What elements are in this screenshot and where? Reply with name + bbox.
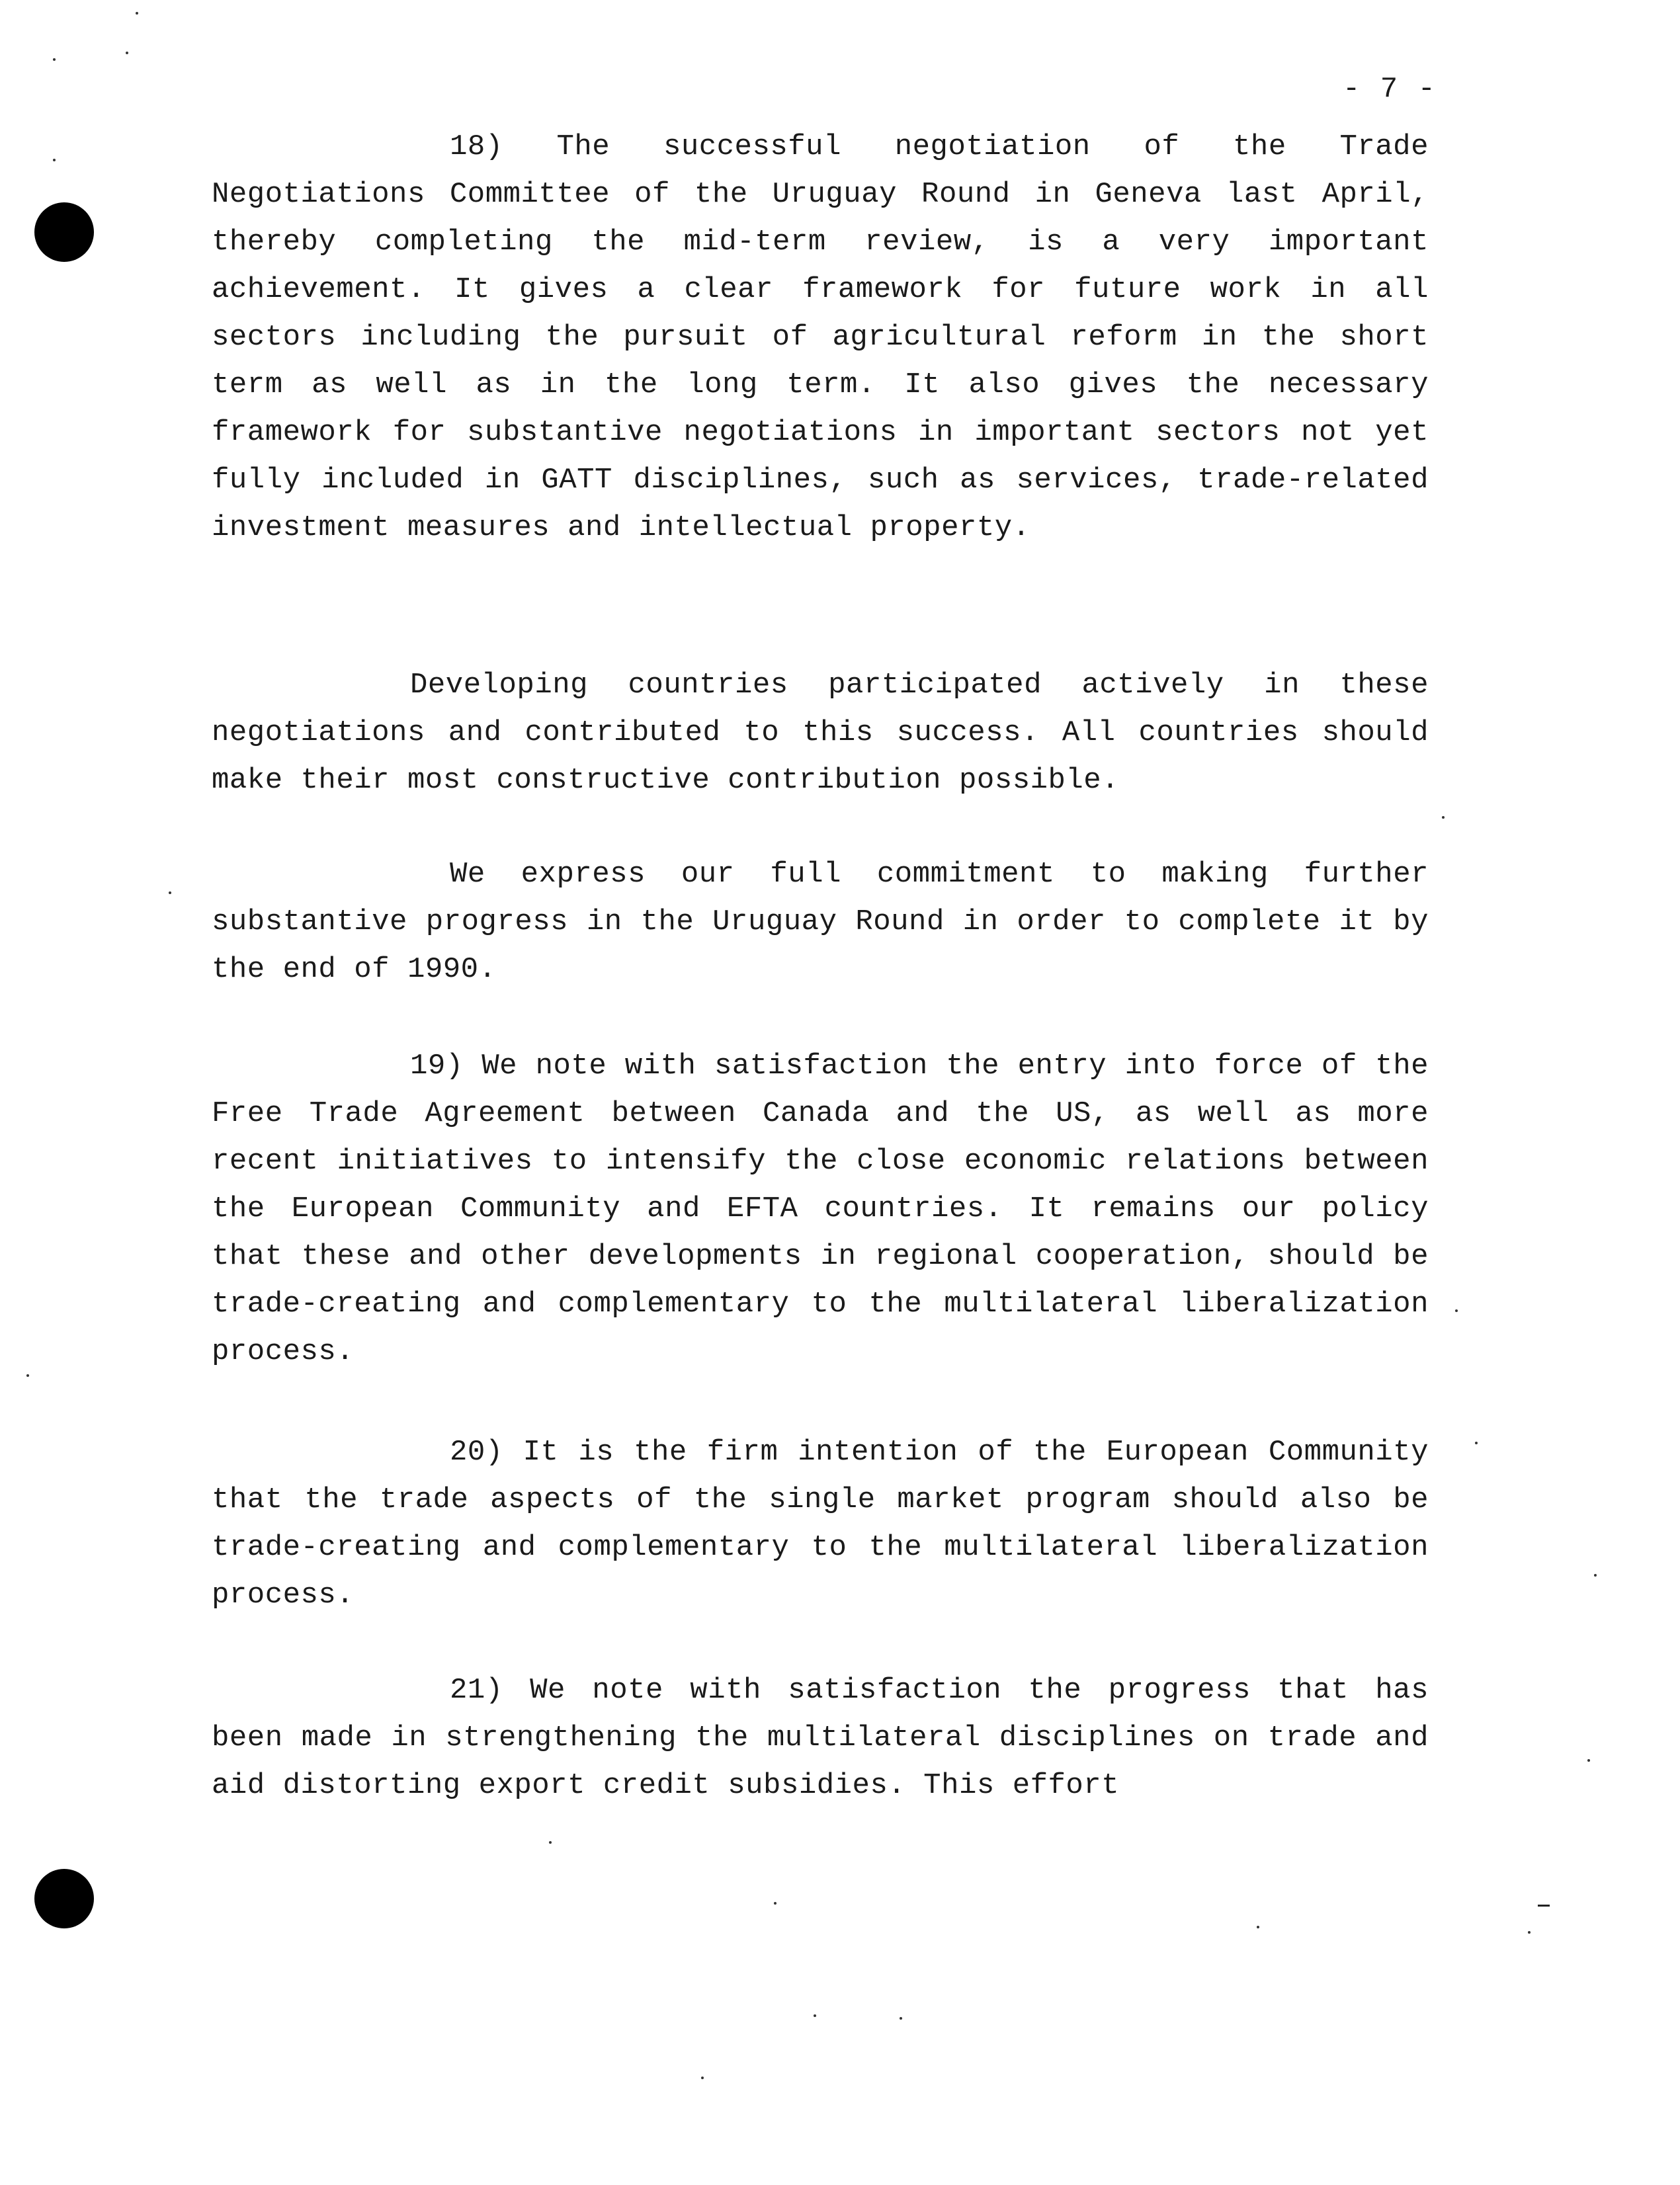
punch-hole-top — [34, 202, 94, 262]
scan-speck — [900, 2017, 902, 2020]
scan-speck — [1528, 1931, 1531, 1934]
scan-mark — [1538, 1905, 1550, 1907]
paragraph-commitment: We express our full commitment to making further substantive progress in the Uruguay Round in order to complete it by the end of 1990. — [212, 858, 1429, 986]
paragraph-21: 21) We note with satisfaction the progress that has been made in strengthening the multilateral disciplines on trade and aid distorting export credit subsidies. This effort — [212, 1674, 1429, 1802]
paragraph-20: 20) It is the firm intention of the European Community that the trade aspects of the single market program should also be trade-creating and complementary to the multilateral liberalization process. — [212, 1436, 1429, 1612]
scan-speck — [549, 1841, 552, 1844]
punch-hole-bottom — [34, 1869, 94, 1928]
scan-speck — [126, 52, 128, 54]
scan-speck — [136, 12, 138, 15]
scan-speck — [1442, 816, 1445, 819]
scan-speck — [53, 58, 56, 61]
paragraph-18: 18) The successful negotiation of the Trade Negotiations Committee of the Uruguay Round in Geneva last April, thereby completing the mid-term review, is a very important achievement. It gives a clear framework for future work in all sectors including the pursuit of agricultural reform in the short term as well as in the long term. It also gives the necessary framework for substantive negotiations in important sectors not yet fully included in GATT disciplines, such as services, trade-related investment measures and intellectual property. — [212, 130, 1429, 544]
scan-speck — [814, 2014, 816, 2017]
scan-speck — [169, 891, 171, 894]
scan-speck — [1475, 1442, 1478, 1444]
scan-speck — [1587, 1759, 1590, 1762]
scan-speck — [1594, 1574, 1597, 1577]
scan-speck — [701, 2077, 704, 2079]
page-number: - 7 - — [1343, 73, 1437, 106]
scan-speck — [53, 159, 56, 161]
scan-speck — [1455, 1309, 1458, 1312]
scan-speck — [774, 1902, 777, 1905]
paragraph-developing-countries: Developing countries participated actively in these negotiations and contributed to this success. All countries should make their most constructive contribution possible. — [212, 669, 1429, 797]
paragraph-19: 19) We note with satisfaction the entry into force of the Free Trade Agreement between Canada and the US, as well as more recent initiatives to intensify the close economic relations between the European Community and EFTA countries. It remains our policy that these and other developments in regional cooperation, should be trade-creating and complementary to the multilateral liberalization process. — [212, 1050, 1429, 1368]
scan-speck — [26, 1374, 29, 1377]
scan-speck — [1257, 1926, 1259, 1928]
